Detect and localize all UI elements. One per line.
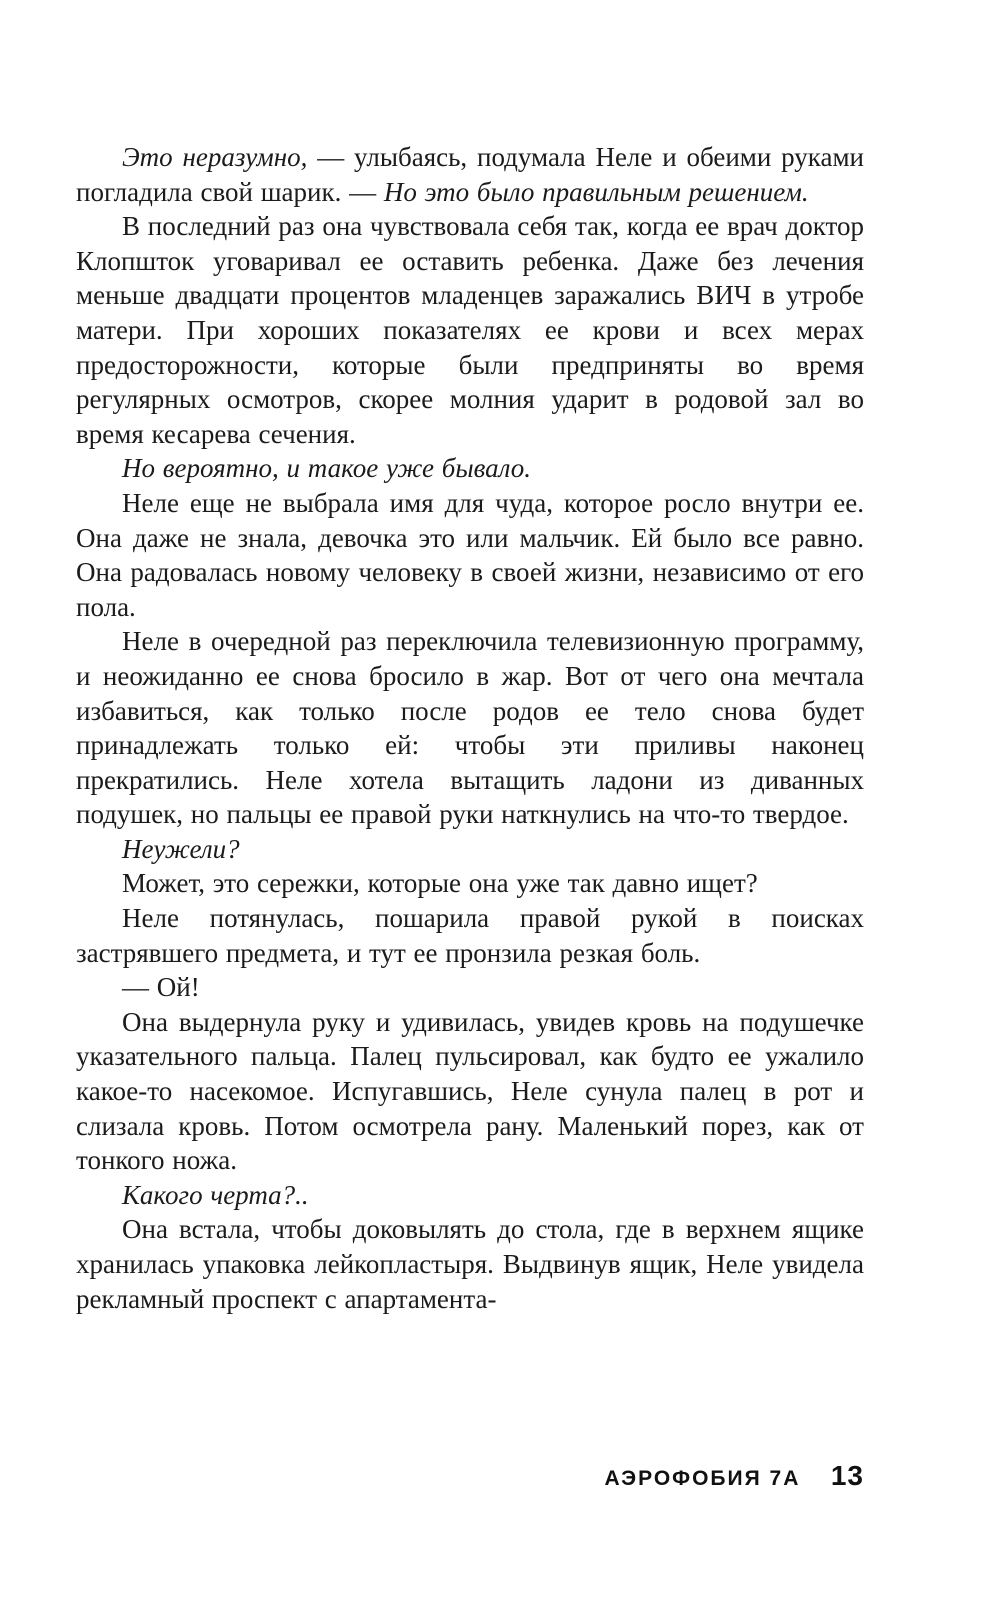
italic-text-run: Неужели? bbox=[122, 833, 240, 864]
text-run: Она встала, чтобы доковылять до стола, где в верхнем ящике хранилась упаковка лейкопластыря. Выдвинув ящик, Неле увидела рекламный проспект с апартамента- bbox=[76, 1214, 864, 1314]
page-footer bbox=[76, 1460, 864, 1492]
paragraph bbox=[76, 140, 864, 209]
text-run: Может, это сережки, которые она уже так давно ищет? bbox=[122, 868, 758, 899]
page-text bbox=[76, 140, 864, 1316]
page-number: 13 bbox=[830, 1460, 864, 1491]
italic-text-run: Но вероятно, и такое уже бывало. bbox=[122, 453, 532, 484]
italic-text-run: Какого черта?.. bbox=[122, 1179, 309, 1210]
text-run: — Ой! bbox=[122, 972, 200, 1003]
paragraph bbox=[76, 832, 864, 867]
paragraph bbox=[76, 1178, 864, 1213]
italic-text-run: Но это было правильным решением. bbox=[383, 176, 809, 207]
text-run: В последний раз она чувствовала себя так, когда ее врач доктор Клопшток уговаривал ее оставить ребенка. Даже без лечения меньше двадцати процентов младенцев заражались ВИЧ в утробе матери. При хороших показателях ее крови и всех мерах предосторожности, которые были предприняты во время регулярных осмотров, скорее молния ударит в родовой зал во время кесарева сечения. bbox=[76, 211, 864, 449]
paragraph bbox=[76, 901, 864, 970]
paragraph bbox=[76, 209, 864, 451]
paragraph bbox=[76, 486, 864, 624]
running-title: АЭРОФОБИЯ 7А bbox=[604, 1467, 801, 1490]
paragraph bbox=[76, 1005, 864, 1178]
paragraph bbox=[76, 1212, 864, 1316]
text-run: Неле в очередной раз переключила телевизионную программу, и неожиданно ее снова бросило в жар. Вот от чего она мечтала избавиться, как только после родов ее тело снова будет принадлежать только ей: чтобы эти приливы наконец прекратились. Неле хотела вытащить ладони из диванных подушек, но пальцы ее правой руки наткнулись на что-то твердое. bbox=[76, 626, 864, 830]
italic-text-run: Это неразумно, bbox=[122, 142, 308, 172]
paragraph bbox=[76, 970, 864, 1005]
paragraph bbox=[76, 866, 864, 901]
text-run: Неле потянулась, пошарила правой рукой в поисках застрявшего предмета, и тут ее пронзила резкая боль. bbox=[76, 903, 864, 968]
paragraph bbox=[76, 451, 864, 486]
text-run: Неле еще не выбрала имя для чуда, которое росло внутри ее. Она даже не знала, девочка это или мальчик. Ей было все равно. Она радовалась новому человеку в своей жизни, независимо от его пола. bbox=[76, 487, 864, 622]
text-run: Она выдернула руку и удивилась, увидев кровь на подушечке указательного пальца. Палец пульсировал, как будто ее ужалило какое-то насекомое. Испугавшись, Неле сунула палец в рот и слизала кровь. Потом осмотрела рану. Маленький порез, как от тонкого ножа. bbox=[76, 1006, 864, 1176]
text-run: — улыбаясь, подумала Неле и обеими руками погладила свой шарик. — bbox=[76, 142, 865, 207]
paragraph bbox=[76, 624, 864, 832]
